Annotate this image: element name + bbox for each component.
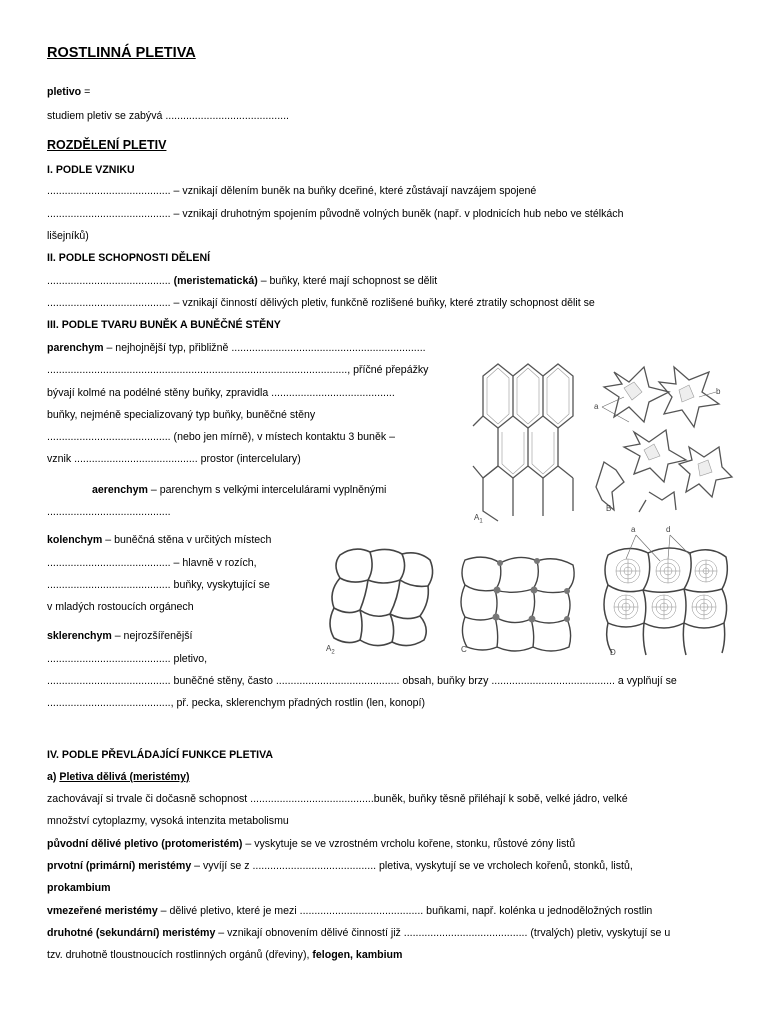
parenchym-line-5: .......................................... (nebo jen mírně), v místech kontaktu 3 buněk – <box>47 431 395 443</box>
label-b-b: b <box>716 387 721 396</box>
sklerenchym-line-4: .........................................., př. pecka, sklerenchym přadných rostlin (len, konopí) <box>47 697 425 709</box>
figure-sklerenchym-d <box>598 525 733 660</box>
label-a2-sub: 2 <box>331 649 335 656</box>
sklerenchym-line-2: .......................................... pletivo, <box>47 653 208 665</box>
figure-parenchym-a1 <box>468 356 588 526</box>
parenchym-line-4: buňky, nejméně specializovaný typ buňky, buněčné stěny <box>47 409 316 421</box>
label-a1-letter: A <box>474 513 480 522</box>
vmezerene-text: – dělivé pletivo, které je mezi .......................................... buňkami, např. kolénka u jednoděložných rostlin <box>157 905 653 917</box>
sklerenchym-text: – nejrozšířenější <box>111 630 193 642</box>
prokambium-label: prokambium <box>47 882 111 894</box>
label-d: D <box>610 648 616 657</box>
meristemy-line-2: množství cytoplazmy, vysoká intenzita metabolismu <box>47 815 289 827</box>
kolenchym-line-1 <box>47 534 271 547</box>
figure-aerenchym-b <box>594 352 734 517</box>
pletivo-line <box>47 86 90 99</box>
pletivo-label: pletivo <box>47 86 82 98</box>
pletivo-eq: = <box>81 86 91 98</box>
meristematicka-label: (meristematická) <box>173 275 258 287</box>
meristemy-prefix: a) <box>47 771 60 783</box>
primarni-line <box>47 860 633 873</box>
protomeristem-line <box>47 838 575 851</box>
deleni-line-1 <box>47 275 437 288</box>
aerenchym-label: aerenchym <box>92 484 148 496</box>
vznik-line-1: .......................................... – vznikají dělením buněk na buňky dceřiné, které zůstávají navzájem spojené <box>47 185 537 197</box>
section-heading-funkce: IV. PODLE PŘEVLÁDAJÍCÍ FUNKCE PLETIVA <box>47 749 274 761</box>
druhotne-text: – vznikají obnovením dělivé činností již .......................................... (trvalých) pletiv, vyskytují se u <box>215 927 671 939</box>
section-heading-deleni: II. PODLE SCHOPNOSTI DĚLENÍ <box>47 252 211 264</box>
meristemy-heading <box>47 771 190 784</box>
section-heading-vznik: I. PODLE VZNIKU <box>47 164 135 176</box>
label-c: C <box>461 645 467 654</box>
parenchym-line-1 <box>47 342 426 355</box>
label-b: B <box>606 504 612 513</box>
parenchym-label: parenchym <box>47 342 104 354</box>
meristemy-line-1: zachovávají si trvale či dočasně schopnost ..........................................buněk, buňky těsně přiléhají k sobě, velké jádro, velké <box>47 793 628 805</box>
protomeristem-text: – vyskytuje se ve vzrostném vrcholu kořene, stonku, růstové zóny listů <box>242 838 576 850</box>
label-d-a: a <box>631 525 636 534</box>
page-title: ROSTLINNÁ PLETIVA <box>47 45 196 61</box>
druhotne-line-2 <box>47 949 402 962</box>
kolenchym-line-4: v mladých rostoucích orgánech <box>47 601 194 613</box>
protomeristem-label: původní dělivé pletivo (protomeristém) <box>47 838 243 850</box>
figure-parenchym-a2 <box>320 540 445 660</box>
vmezerene-line <box>47 905 652 918</box>
aerenchym-line-1 <box>92 484 386 497</box>
aerenchym-line-2: .......................................... <box>47 506 171 518</box>
druhotne-label: druhotné (sekundární) meristémy <box>47 927 216 939</box>
vmezerene-label: vmezeřené meristémy <box>47 905 158 917</box>
kolenchym-line-3: .......................................... buňky, vyskytující se <box>47 579 270 591</box>
deleni-text: – buňky, které mají schopnost se dělit <box>257 275 438 287</box>
primarni-text: – vyvíjí se z .......................................... pletiva, vyskytují se ve vrcholech kořenů, stonků, listů, <box>191 860 633 872</box>
parenchym-text: – nejhojnější typ, přibližně .................................................................. <box>103 342 426 354</box>
druhotne-line-1 <box>47 927 670 940</box>
sklerenchym-label: sklerenchym <box>47 630 112 642</box>
section-heading-tvar: III. PODLE TVARU BUNĚK A BUNĚČNÉ STĚNY <box>47 319 281 331</box>
label-a2 <box>326 644 335 656</box>
figure-kolenchym-c <box>455 545 585 660</box>
felogen-kambium-label: felogen, kambium <box>312 949 403 961</box>
studium-line: studiem pletiv se zabývá .......................................... <box>47 110 289 122</box>
deleni-line-2: .......................................... – vznikají činností dělivých pletiv, funkčně rozlišené buňky, které ztratily schopnost dělit se <box>47 297 595 309</box>
kolenchym-text: – buněčná stěna v určitých místech <box>102 534 272 546</box>
blank: .......................................... <box>47 275 174 287</box>
vznik-line-2: .......................................... – vznikají druhotným spojením původně volných buněk (např. v plodnicích hub nebo ve stélkách <box>47 208 624 220</box>
vznik-line-3: lišejníků) <box>47 230 89 242</box>
parenchym-line-2: ......................................................................................................, příčné přepážky <box>47 364 429 376</box>
label-d-d: d <box>666 525 671 534</box>
sklerenchym-line-3: .......................................... buněčné stěny, často .......................................... obsah, buňky brzy .......................................... a vyplňují se <box>47 675 677 687</box>
kolenchym-line-2: .......................................... – hlavně v rozích, <box>47 557 257 569</box>
druhotne-text-2: tzv. druhotně tloustnoucích rostlinných orgánů (dřeviny), <box>47 949 313 961</box>
section-heading-rozdeleni: ROZDĚLENÍ PLETIV <box>47 138 167 152</box>
kolenchym-label: kolenchym <box>47 534 103 546</box>
aerenchym-text: – parenchym s velkými intercelulárami vyplněnými <box>147 484 387 496</box>
meristemy-label: Pletiva dělivá (meristémy) <box>59 771 190 783</box>
label-a1-sub: 1 <box>479 518 483 525</box>
primarni-label: prvotní (primární) meristémy <box>47 860 192 872</box>
label-a2-letter: A <box>326 644 332 653</box>
parenchym-line-6: vznik .......................................... prostor (intercelulary) <box>47 453 301 465</box>
parenchym-line-3: bývají kolmé na podélné stěny buňky, zpravidla .......................................... <box>47 387 395 399</box>
label-b-a: a <box>594 402 599 411</box>
label-a1 <box>474 513 483 525</box>
sklerenchym-line-1 <box>47 630 192 643</box>
